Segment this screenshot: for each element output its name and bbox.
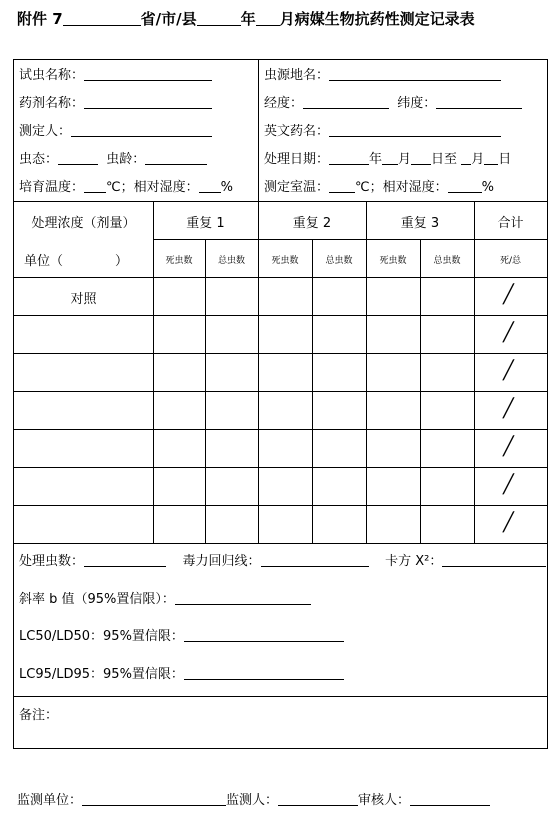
header-unit-label: 单位（ (24, 254, 64, 269)
label-insect-name: 试虫名称： (19, 68, 85, 83)
label-room-temp: 测定室温： (264, 180, 330, 195)
divider-results (14, 543, 547, 544)
subheader-ratio: 死/总 (499, 256, 522, 266)
label-percent: % (220, 180, 233, 195)
blank-month[interactable] (256, 11, 280, 26)
divider-remark (14, 696, 547, 697)
subheader-dead: 死虫数 (165, 256, 193, 266)
title-part1: 省/市/县 (140, 10, 197, 28)
field-insect-name (19, 67, 212, 84)
ratio-slash: ╱ (503, 284, 514, 305)
divider-info-center (258, 60, 259, 201)
header-rep1: 重复 1 (186, 216, 225, 231)
label-remark: 备注： (19, 708, 59, 723)
input-lc95[interactable] (184, 666, 344, 680)
ratio-slash: ╱ (503, 398, 514, 419)
label-agent-name: 药剂名称： (19, 96, 85, 111)
input-monitor-person[interactable] (278, 792, 358, 806)
label-lc50: LC50/LD50：95%置信限： (19, 629, 184, 644)
col-divider (420, 239, 421, 543)
page-title (17, 8, 475, 29)
input-culture-humidity[interactable] (199, 179, 221, 193)
label-age: 虫龄： (106, 152, 146, 167)
input-origin[interactable] (329, 67, 501, 81)
input-reviewer[interactable] (410, 792, 490, 806)
label-origin: 虫源地名： (264, 68, 330, 83)
divider-info (14, 201, 547, 202)
label-monitor-person: 监测人： (226, 793, 279, 808)
label-reviewer: 审核人： (358, 793, 411, 808)
input-agent-name[interactable] (84, 95, 212, 109)
divider-row (14, 277, 547, 278)
input-chi-square[interactable] (442, 553, 546, 567)
blank-year[interactable] (197, 11, 241, 26)
input-english-name[interactable] (329, 123, 501, 137)
label-day-end: 日 (498, 152, 512, 167)
input-age[interactable] (145, 151, 207, 165)
label-latitude: 纬度： (397, 96, 437, 111)
input-insect-name[interactable] (84, 67, 212, 81)
subheader-dead: 死虫数 (271, 256, 299, 266)
input-latitude[interactable] (436, 95, 522, 109)
input-treated[interactable] (84, 553, 166, 567)
input-date-day[interactable] (411, 151, 431, 165)
field-origin (264, 67, 501, 84)
input-room-humidity[interactable] (448, 179, 482, 193)
ratio-slash: ╱ (503, 436, 514, 457)
input-room-temp[interactable] (329, 179, 355, 193)
label-treat-date: 处理日期： (264, 152, 330, 167)
label-chi-square: 卡方 X²： (385, 554, 443, 569)
label-year: 年 (369, 152, 383, 167)
field-tester (19, 123, 212, 140)
label-slope: 斜率 b 值（95%置信限）： (19, 592, 175, 607)
title-prefix: 附件 7 (17, 10, 63, 28)
title-part2: 年 (240, 10, 256, 28)
ratio-slash: ╱ (503, 512, 514, 533)
divider-row (14, 315, 547, 316)
label-month-end: 月 (471, 152, 485, 167)
label-stage: 虫态： (19, 152, 59, 167)
field-treat-date (264, 151, 511, 168)
input-date-day-end[interactable] (484, 151, 498, 165)
field-english-name (264, 123, 501, 140)
input-date-year[interactable] (329, 151, 369, 165)
footer-signatures (17, 789, 490, 808)
input-lc50[interactable] (184, 628, 344, 642)
divider-row (14, 353, 547, 354)
input-toxic-line[interactable] (261, 553, 369, 567)
input-culture-temp[interactable] (84, 179, 106, 193)
subheader-all: 总虫数 (433, 256, 461, 266)
label-room-humidity: ℃；相对湿度： (355, 180, 448, 195)
subheader-dead: 死虫数 (379, 256, 407, 266)
header-total: 合计 (497, 216, 524, 231)
blank-province[interactable] (63, 11, 141, 26)
label-lc95: LC95/LD95：95%置信限： (19, 667, 184, 682)
header-rep3: 重复 3 (400, 216, 440, 231)
label-longitude: 经度： (264, 96, 304, 111)
field-lc50 (19, 628, 344, 645)
label-day-to: 日至 (431, 152, 458, 167)
divider-row (14, 429, 547, 430)
input-date-month-end[interactable] (461, 151, 471, 165)
record-form (13, 59, 548, 749)
subheader-all: 总虫数 (217, 256, 245, 266)
input-monitor-unit[interactable] (82, 792, 226, 806)
col-divider (205, 239, 206, 543)
divider-subhdr (153, 239, 547, 240)
subheader-all: 总虫数 (325, 256, 353, 266)
input-slope[interactable] (175, 591, 311, 605)
header-rep2: 重复 2 (292, 216, 332, 231)
header-unit (24, 250, 128, 269)
label-treated: 处理虫数： (19, 554, 85, 569)
label-culture-temp: 培育温度： (19, 180, 85, 195)
field-lc95 (19, 666, 344, 683)
label-percent: % (481, 180, 494, 195)
ratio-slash: ╱ (503, 322, 514, 343)
title-part3: 月病媒生物抗药性测定记录表 (279, 10, 475, 28)
divider-row (14, 391, 547, 392)
field-culture-temp (19, 179, 233, 196)
row-control-label: 对照 (70, 292, 97, 307)
field-results-line1 (19, 553, 546, 570)
remark-area[interactable] (64, 702, 534, 742)
field-room-temp (264, 179, 494, 196)
field-agent-name (19, 95, 212, 112)
field-slope (19, 591, 311, 608)
ratio-slash: ╱ (503, 474, 514, 495)
input-tester[interactable] (71, 123, 212, 137)
label-toxic-line: 毒力回归线： (182, 554, 261, 569)
label-tester: 测定人： (19, 124, 72, 139)
label-monitor-unit: 监测单位： (17, 793, 83, 808)
header-unit-close: ） (115, 254, 129, 269)
divider-row (14, 467, 547, 468)
divider-row (14, 505, 547, 506)
ratio-slash: ╱ (503, 360, 514, 381)
field-stage (19, 151, 207, 168)
header-treatment: 处理浓度（剂量） (31, 216, 136, 231)
input-longitude[interactable] (303, 95, 389, 109)
col-divider (312, 239, 313, 543)
label-english-name: 英文药名： (264, 124, 330, 139)
label-month: 月 (398, 152, 412, 167)
input-stage[interactable] (58, 151, 98, 165)
label-culture-humidity: ℃；相对湿度： (106, 180, 199, 195)
field-coordinates (264, 95, 522, 112)
input-date-month[interactable] (382, 151, 398, 165)
